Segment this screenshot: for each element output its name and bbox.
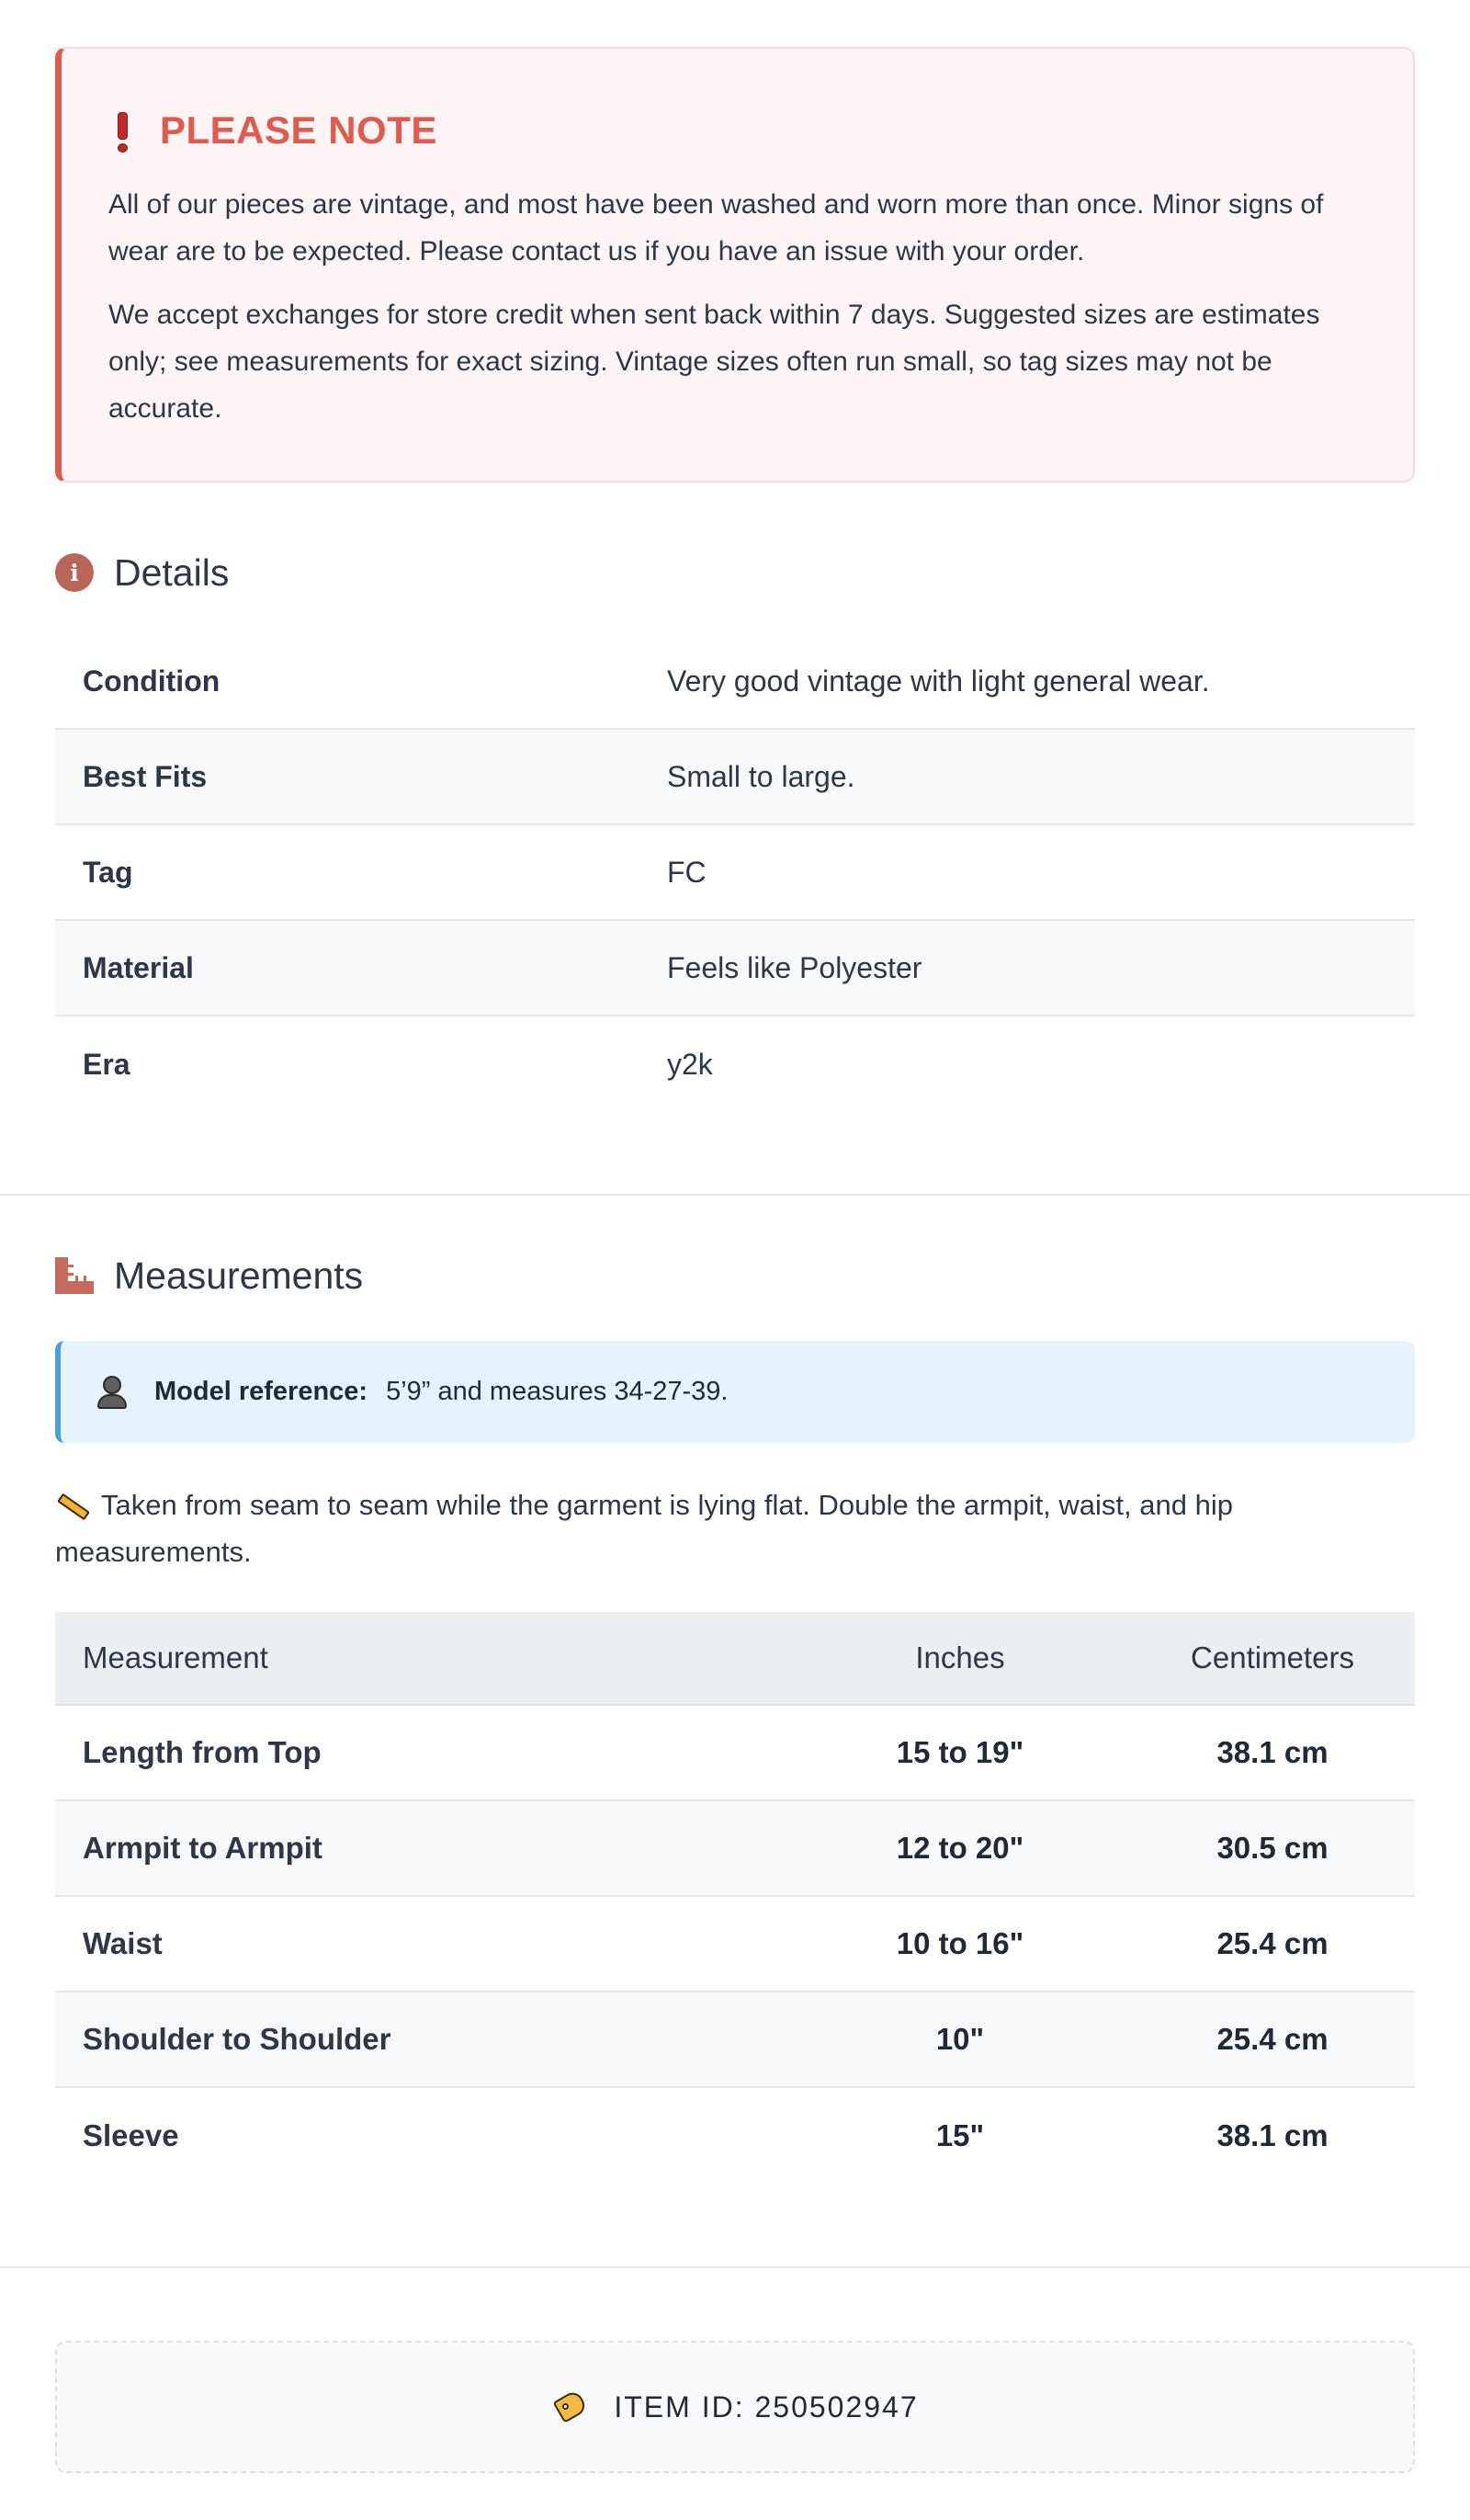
details-value: Very good vintage with light general wear. [667, 664, 1210, 698]
measurement-note [55, 1481, 1415, 1575]
model-reference-label: Model reference: [154, 1377, 368, 1406]
info-icon: i [55, 553, 94, 592]
header-centimeters: Centimeters [1191, 1640, 1354, 1674]
details-title: Details [114, 551, 230, 594]
details-row [55, 730, 1415, 825]
note-paragraph-1: All of our pieces are vintage, and most have been washed and worn more than once. Minor signs of wear are to be expected. Please contact us if you have an issue with your order. [108, 189, 1324, 267]
measurement-name: Waist [83, 1926, 163, 1960]
table-row [55, 1801, 1415, 1897]
details-label: Tag [83, 855, 133, 889]
measurement-inches: 12 to 20" [896, 1831, 1024, 1865]
measurements-table [55, 1612, 1415, 2184]
item-id-box [55, 2341, 1415, 2473]
section-divider [0, 2266, 1470, 2268]
measurement-name: Shoulder to Shoulder [83, 2022, 391, 2056]
details-row [55, 634, 1415, 730]
details-table [55, 634, 1415, 1112]
details-value: FC [667, 855, 707, 889]
header-inches: Inches [915, 1640, 1005, 1674]
exclamation-icon [108, 108, 136, 153]
section-divider [0, 1194, 1470, 1196]
model-reference-box [55, 1341, 1415, 1443]
measurement-name: Length from Top [83, 1735, 322, 1769]
table-row [55, 1992, 1415, 2088]
note-title: PLEASE NOTE [160, 108, 437, 152]
measurement-note-text: Taken from seam to seam while the garment is lying flat. Double the armpit, waist, and hip measurements. [55, 1489, 1233, 1568]
pencil-icon [55, 1494, 92, 1518]
measurement-cm: 25.4 cm [1216, 2022, 1329, 2056]
table-row [55, 1706, 1415, 1801]
details-row [55, 921, 1415, 1016]
measurement-cm: 38.1 cm [1216, 1735, 1329, 1769]
note-title-row [108, 106, 1365, 155]
table-row [55, 2088, 1415, 2184]
ruler-icon [55, 1257, 94, 1294]
details-label: Material [83, 950, 194, 984]
measurement-inches: 15 to 19" [896, 1735, 1024, 1769]
measurement-inches: 10 to 16" [896, 1926, 1024, 1960]
measurement-inches: 15" [935, 2118, 985, 2152]
details-value: Small to large. [667, 759, 855, 793]
details-label: Era [83, 1047, 130, 1081]
measurement-cm: 30.5 cm [1216, 1831, 1329, 1865]
measurement-name: Armpit to Armpit [83, 1831, 322, 1865]
item-id: ITEM ID: 250502947 [614, 2389, 919, 2424]
details-row [55, 1016, 1415, 1112]
model-reference-value: 5’9” and measures 34-27-39. [386, 1377, 729, 1406]
table-header [55, 1612, 1415, 1706]
details-label: Condition [83, 664, 220, 698]
measurement-inches: 10" [935, 2022, 985, 2056]
person-icon [96, 1376, 129, 1409]
table-row [55, 1897, 1415, 1992]
details-label: Best Fits [83, 759, 208, 793]
tag-icon [551, 2390, 592, 2424]
measurement-cm: 25.4 cm [1216, 1926, 1329, 1960]
measurements-title: Measurements [114, 1254, 364, 1297]
details-header [55, 545, 229, 600]
details-value: Feels like Polyester [667, 950, 922, 984]
measurement-cm: 38.1 cm [1216, 2118, 1329, 2152]
note-paragraph-2: We accept exchanges for store credit when sent back within 7 days. Suggested sizes are estimates only; see measurements for exact sizing. Vintage sizes often run small, so tag sizes may not be accurate. [108, 300, 1320, 424]
measurements-header [55, 1248, 363, 1303]
measurement-name: Sleeve [83, 2118, 179, 2152]
please-note-box [55, 47, 1415, 482]
details-value: y2k [667, 1047, 713, 1081]
header-measurement: Measurement [83, 1640, 268, 1674]
details-row [55, 825, 1415, 921]
